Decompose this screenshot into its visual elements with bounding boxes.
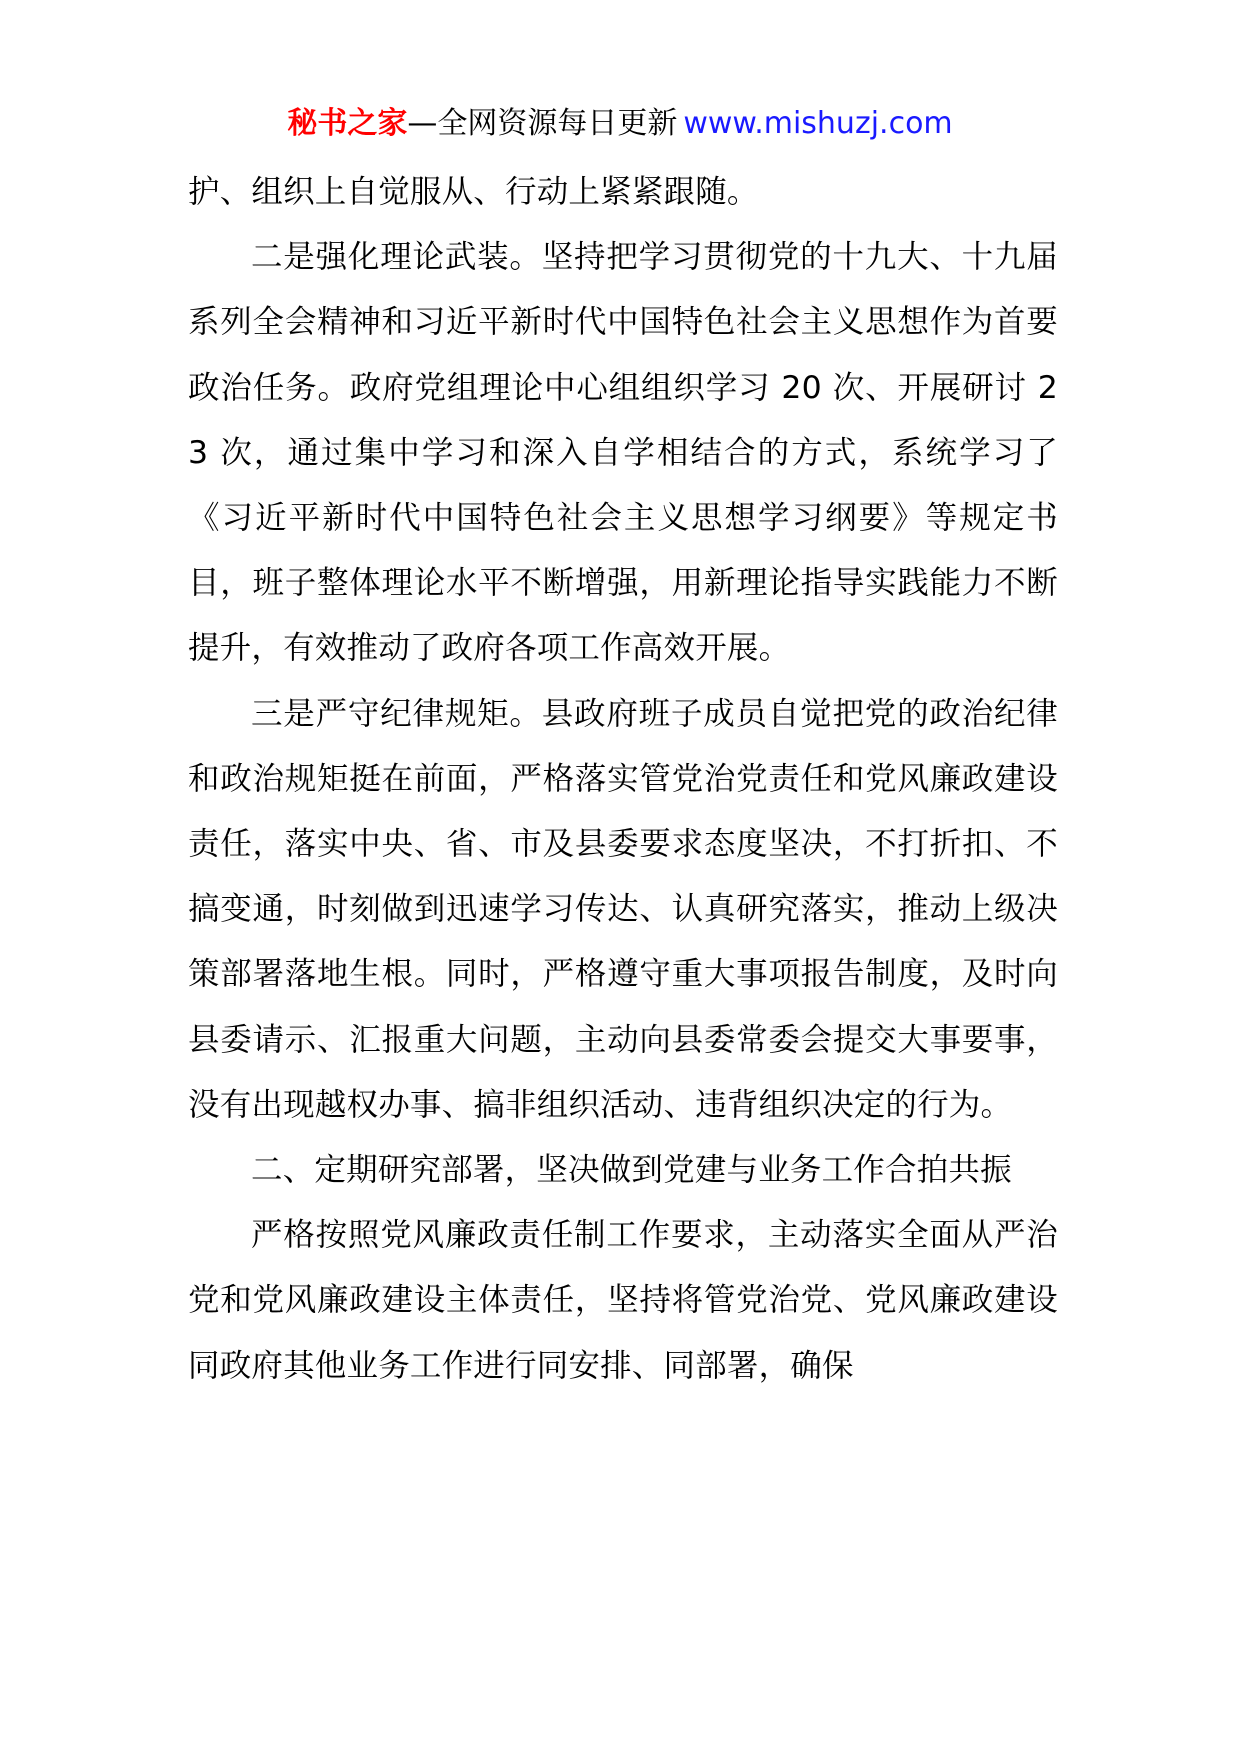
paragraph-3: 三是严守纪律规矩。县政府班子成员自觉把党的政治纪律和政治规矩挺在前面，严格落实管党治党责任和党风廉政建设责任，落实中央、省、市及县委要求态度坚决，不打折扣、不搞变通，时刻做到迅速学习传达、认真研究落实，推动上级决策部署落地生根。同时，严格遵守重大事项报告制度，及时向县委请示、汇报重大问题，主动向县委常委会提交大事要事，没有出现越权办事、搞非组织活动、违背组织决定的行为。 xyxy=(188,695,1058,1123)
site-brand: 秘书之家 xyxy=(287,106,408,141)
paragraph-2: 二是强化理论武装。坚持把学习贯彻党的十九大、十九届系列全会精神和习近平新时代中国特色社会主义思想作为首要政治任务。政府党组理论中心组组织学习 20 次、开展研讨 23 次，通过集中学习和深入自学相结合的方式，系统学习了《习近平新时代中国特色社会主义思想学习纲要》等规定书目，班子整体理论水平不断增强，用新理论指导实践能力不断提升，有效推动了政府各项工作高效开展。 xyxy=(188,239,1058,667)
site-header xyxy=(0,102,1240,146)
paragraph-1: 护、组织上自觉服从、行动上紧紧跟随。 xyxy=(188,174,759,210)
site-tagline: —全网资源每日更新 xyxy=(407,106,678,141)
document-body xyxy=(188,160,1058,1399)
paragraph-4: 严格按照党风廉政责任制工作要求，主动落实全面从严治党和党风廉政建设主体责任，坚持将管党治党、党风廉政建设同政府其他业务工作进行同安排、同部署，确保 xyxy=(188,1217,1058,1384)
site-url[interactable]: www.mishuzj.com xyxy=(683,106,953,141)
section-heading: 二、定期研究部署，坚决做到党建与业务工作合拍共振 xyxy=(251,1152,1012,1189)
